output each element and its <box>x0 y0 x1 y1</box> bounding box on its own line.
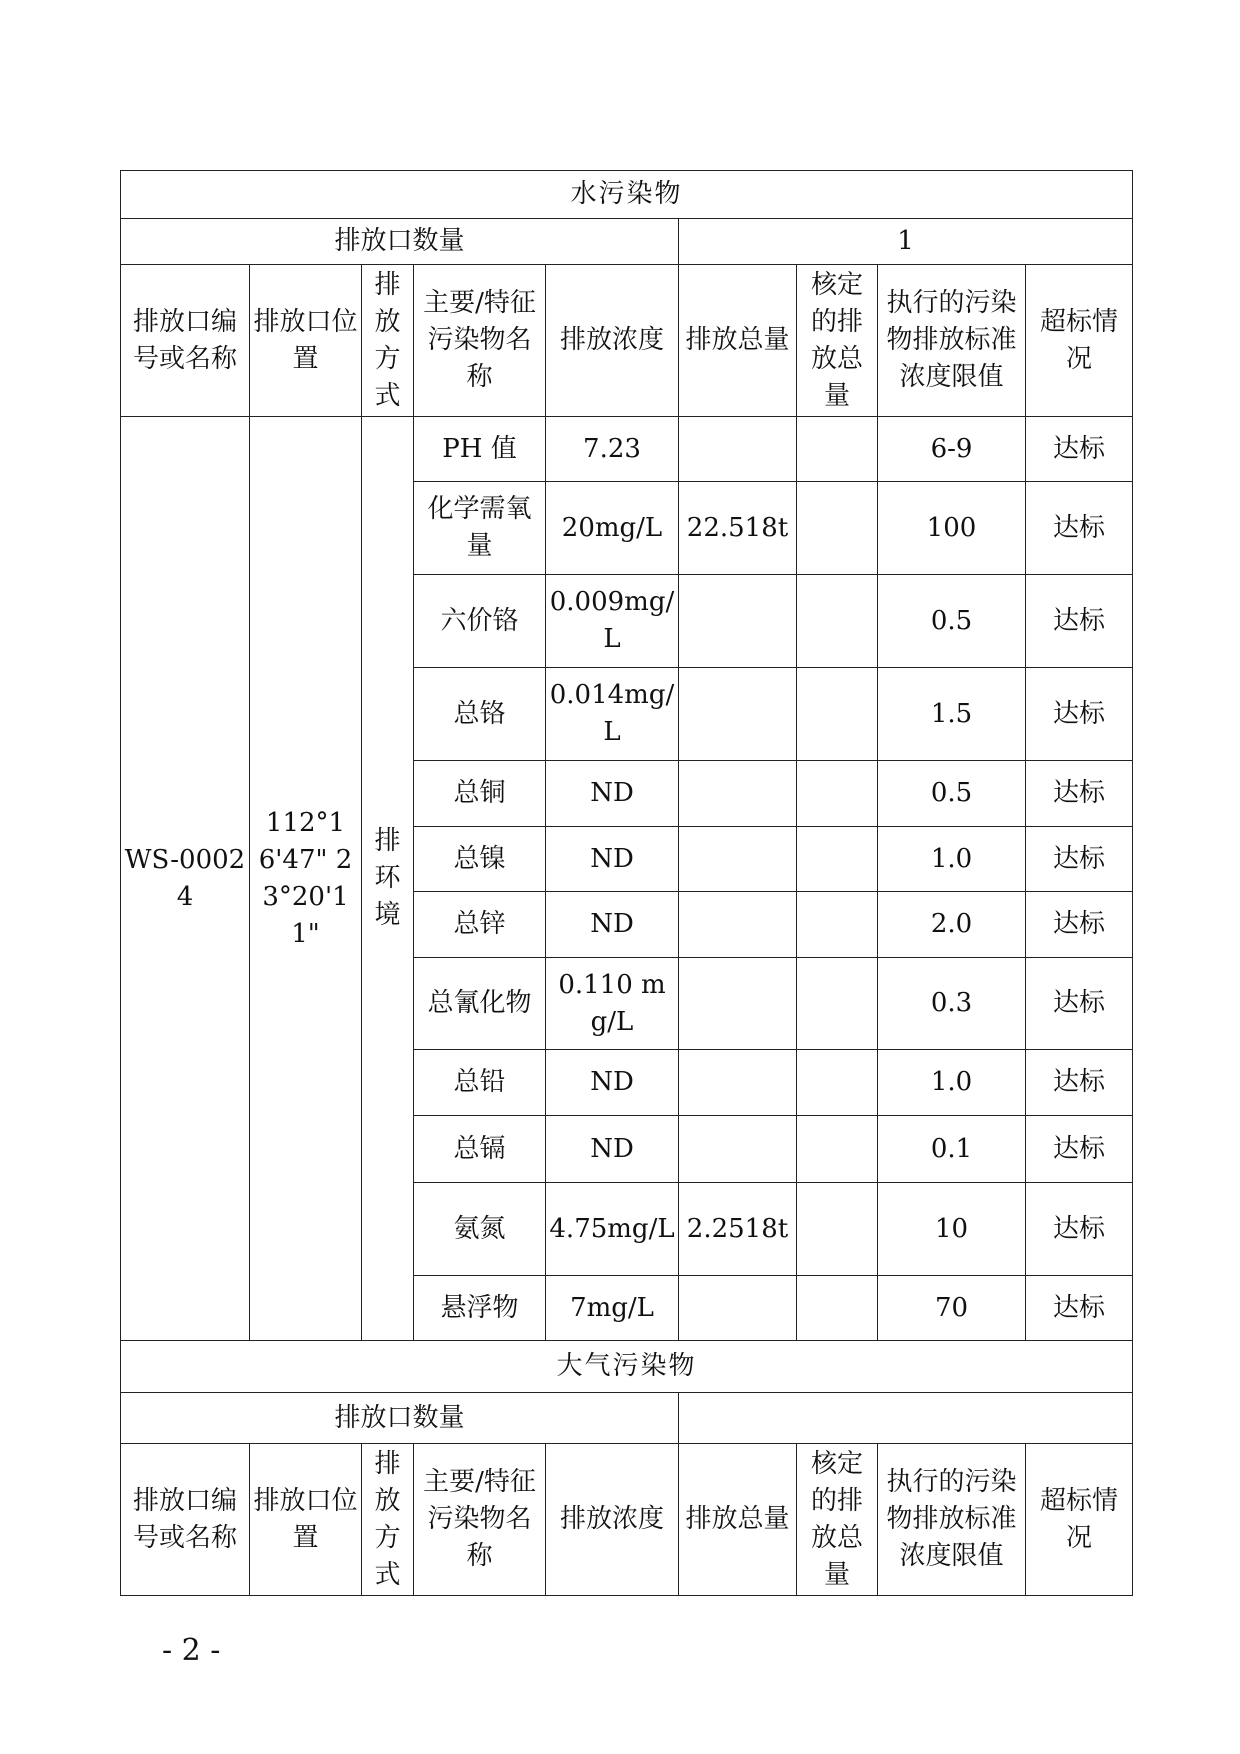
pollutant-total <box>679 827 797 892</box>
pollutant-total: 2.2518t <box>679 1183 797 1276</box>
pollutant-status: 达标 <box>1026 1050 1133 1116</box>
air-header-approved-total: 核定的排放总量 <box>797 1444 878 1596</box>
pollutant-total <box>679 1116 797 1183</box>
air-header-standard-limit: 执行的污染物排放标准浓度限值 <box>878 1444 1026 1596</box>
pollutant-limit: 0.5 <box>878 761 1026 827</box>
pollutant-status: 达标 <box>1026 668 1133 761</box>
air-header-concentration: 排放浓度 <box>546 1444 679 1596</box>
pollutant-total <box>679 575 797 668</box>
page-number: - 2 - <box>162 1633 221 1668</box>
pollutant-status: 达标 <box>1026 1183 1133 1276</box>
pollutant-limit: 70 <box>878 1276 1026 1341</box>
pollutant-status: 达标 <box>1026 761 1133 827</box>
pollutant-status: 达标 <box>1026 892 1133 958</box>
pollutant-concentration: 0.110 mg/L <box>546 958 679 1050</box>
pollutant-limit: 1.0 <box>878 827 1026 892</box>
pollutant-concentration: 7mg/L <box>546 1276 679 1341</box>
pollutant-limit: 1.0 <box>878 1050 1026 1116</box>
pollutant-status: 达标 <box>1026 482 1133 575</box>
pollutant-approved <box>797 417 878 482</box>
pollutant-total <box>679 417 797 482</box>
pollutant-limit: 2.0 <box>878 892 1026 958</box>
pollutant-name: 悬浮物 <box>414 1276 546 1341</box>
header-outlet-id: 排放口编号或名称 <box>121 265 250 417</box>
water-header-row <box>121 265 1133 417</box>
pollutant-status: 达标 <box>1026 417 1133 482</box>
air-outlet-count-label: 排放口数量 <box>121 1393 679 1444</box>
water-outlet-count-value: 1 <box>679 219 1133 265</box>
pollutant-approved <box>797 761 878 827</box>
water-outlet-count-row <box>121 219 1133 265</box>
pollutant-total <box>679 761 797 827</box>
pollutant-total <box>679 1050 797 1116</box>
pollutant-status: 达标 <box>1026 827 1133 892</box>
pollutant-name: 六价铬 <box>414 575 546 668</box>
pollutant-concentration: ND <box>546 892 679 958</box>
pollutant-total <box>679 668 797 761</box>
header-total-discharge: 排放总量 <box>679 265 797 417</box>
pollutant-limit: 0.1 <box>878 1116 1026 1183</box>
air-header-row <box>121 1444 1133 1596</box>
outlet-id-cell: WS-00024 <box>121 417 250 1341</box>
table-row <box>121 417 1133 482</box>
pollutant-approved <box>797 1116 878 1183</box>
air-header-pollutant-name: 主要/特征污染物名称 <box>414 1444 546 1596</box>
pollutant-status: 达标 <box>1026 575 1133 668</box>
pollutant-name: 总氰化物 <box>414 958 546 1050</box>
discharge-method-cell: 排环境 <box>362 417 414 1341</box>
water-outlet-count-label: 排放口数量 <box>121 219 679 265</box>
pollutant-total <box>679 892 797 958</box>
pollutant-total <box>679 1276 797 1341</box>
water-section-title: 水污染物 <box>121 171 1133 219</box>
pollutant-name: 总锌 <box>414 892 546 958</box>
pollutant-limit: 0.5 <box>878 575 1026 668</box>
pollutant-approved <box>797 668 878 761</box>
pollutant-approved <box>797 827 878 892</box>
header-outlet-location: 排放口位置 <box>250 265 362 417</box>
pollutant-status: 达标 <box>1026 958 1133 1050</box>
air-outlet-count-value <box>679 1393 1133 1444</box>
air-header-outlet-id: 排放口编号或名称 <box>121 1444 250 1596</box>
air-header-total-discharge: 排放总量 <box>679 1444 797 1596</box>
air-header-exceed-status: 超标情况 <box>1026 1444 1133 1596</box>
water-section-row <box>121 171 1133 219</box>
pollutant-approved <box>797 1183 878 1276</box>
pollutant-concentration: ND <box>546 827 679 892</box>
pollutant-name: 总铬 <box>414 668 546 761</box>
pollutant-limit: 10 <box>878 1183 1026 1276</box>
air-outlet-count-row <box>121 1393 1133 1444</box>
pollutant-name: 总镉 <box>414 1116 546 1183</box>
pollutant-approved <box>797 892 878 958</box>
pollutant-total: 22.518t <box>679 482 797 575</box>
pollutant-concentration: 0.009mg/L <box>546 575 679 668</box>
pollutant-concentration: 0.014mg/L <box>546 668 679 761</box>
header-exceed-status: 超标情况 <box>1026 265 1133 417</box>
pollutant-concentration: 7.23 <box>546 417 679 482</box>
outlet-location-cell: 112°16'47" 23°20'11" <box>250 417 362 1341</box>
pollutant-approved <box>797 482 878 575</box>
pollutant-limit: 100 <box>878 482 1026 575</box>
header-pollutant-name: 主要/特征污染物名称 <box>414 265 546 417</box>
pollutant-name: 化学需氧量 <box>414 482 546 575</box>
pollutant-approved <box>797 575 878 668</box>
pollutant-concentration: 4.75mg/L <box>546 1183 679 1276</box>
pollutant-approved <box>797 958 878 1050</box>
pollutant-name: 总镍 <box>414 827 546 892</box>
pollutant-limit: 0.3 <box>878 958 1026 1050</box>
pollutant-approved <box>797 1276 878 1341</box>
air-header-discharge-method: 排放方式 <box>362 1444 414 1596</box>
pollutant-total <box>679 958 797 1050</box>
pollutant-limit: 1.5 <box>878 668 1026 761</box>
pollutant-concentration: 20mg/L <box>546 482 679 575</box>
air-header-outlet-location: 排放口位置 <box>250 1444 362 1596</box>
pollutant-concentration: ND <box>546 1116 679 1183</box>
header-concentration: 排放浓度 <box>546 265 679 417</box>
air-section-title: 大气污染物 <box>121 1341 1133 1393</box>
emissions-table <box>120 170 1133 1596</box>
pollutant-status: 达标 <box>1026 1276 1133 1341</box>
header-discharge-method: 排放方式 <box>362 265 414 417</box>
pollutant-approved <box>797 1050 878 1116</box>
pollutant-name: 总铅 <box>414 1050 546 1116</box>
pollutant-status: 达标 <box>1026 1116 1133 1183</box>
header-approved-total: 核定的排放总量 <box>797 265 878 417</box>
pollutant-name: PH 值 <box>414 417 546 482</box>
pollutant-limit: 6-9 <box>878 417 1026 482</box>
pollutant-name: 氨氮 <box>414 1183 546 1276</box>
pollutant-concentration: ND <box>546 761 679 827</box>
header-standard-limit: 执行的污染物排放标准浓度限值 <box>878 265 1026 417</box>
pollutant-name: 总铜 <box>414 761 546 827</box>
pollutant-concentration: ND <box>546 1050 679 1116</box>
air-section-row <box>121 1341 1133 1393</box>
